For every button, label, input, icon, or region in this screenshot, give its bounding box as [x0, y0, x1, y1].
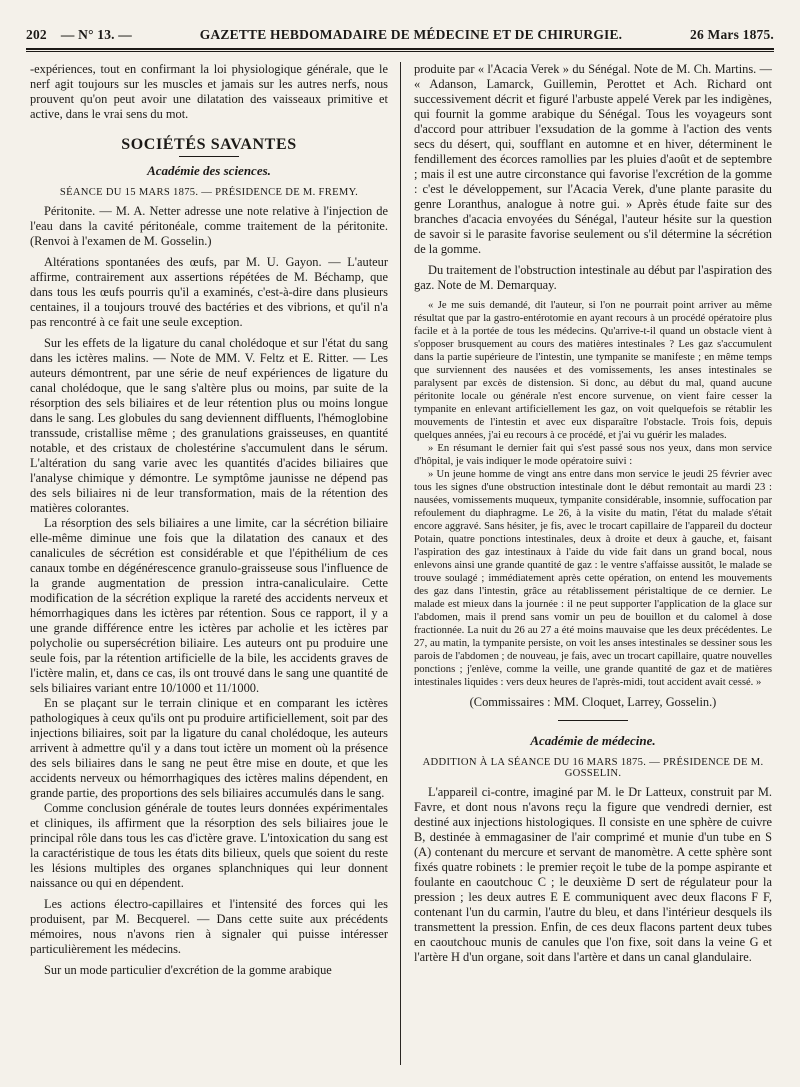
- paragraph: Comme conclusion générale de toutes leurs données expérimentales et cliniques, ils affirment que la résorption des sels biliaires joue le principal rôle dans tous les cas d'ictère grave. L'intoxication du sang est la caractéristique de tous les états dits bilieux, quels que soient du reste les lésions multiples des organes splanchniques qui leur donnent naissance ou qui en dépendent.: [30, 801, 388, 890]
- quoted-paragraph: » Un jeune homme de vingt ans entre dans mon service le jeudi 25 février avec tous les signes d'une obstruction intestinale dont le début remontait au mardi 23 : nausées, vomissements muqueux, tympanite considérable, insomnie, suffocation par refoulement du diaphragme. Le 26, à la visite du matin, l'état du malade s'était encore aggravé. Sans hésiter, je fis, avec le trocart capillaire de l'appareil du docteur Potain, quatre ponctions intestinales, deux à droite et deux à gauche, et, faisant l'aspiration des gaz intestinaux à l'aide du vide fait dans un grand bocal, nous enlevons ainsi une grande quantité de gaz : le ventre s'affaisse aussitôt, le malade se trouve soulagé ; immédiatement après cette opération, on entend les mouvements des gaz dans l'intestin, grâce au rétablissement péristaltique de ce dernier. Le malade est mieux dans la journée : il ne peut supporter l'application de la glace sur l'abdomen, mais il prend sans vomir un peu de bouillon et du calomel à dose fractionnée. La nuit du 26 au 27 a été moins mauvaise que les deux précédentes. Le 27, au matin, la tympanite persiste, on voit les anses intestinales se dessiner sous les parois de l'abdomen ; de nouveau, je fais, avec un trocart capillaire, quatre nouvelles ponctions ; j'enlève, comme la veille, une grande quantité de gaz et de matières intestinales liquides : vers deux heures de l'après-midi, tout accident avait cessé. »: [414, 469, 772, 688]
- quoted-paragraph: » En résumant le dernier fait qui s'est passé sous nos yeux, dans mon service d'hôpital, je vais indiquer le mode opératoire suivi :: [414, 443, 772, 467]
- paragraph: Du traitement de l'obstruction intestinale au début par l'aspiration des gaz. Note de M. Demarquay.: [414, 263, 772, 292]
- paragraph: Sur un mode particulier d'excrétion de la gomme arabique: [44, 963, 332, 977]
- seance-line: ADDITION À LA SÉANCE DU 16 MARS 1875. — PRÉSIDENCE DE M. GOSSELIN.: [422, 757, 764, 779]
- header-rule-thin: [26, 51, 774, 52]
- section-rule: [179, 156, 239, 157]
- page-number: 202: [26, 27, 47, 42]
- paragraph: En se plaçant sur le terrain clinique et en comparant les ictères pathologiques à ceux qu'ils ont pu produire artificiellement, soit par des injections biliaires, soit par la ligature du canal cholédoque, les auteurs arrivent à admettre qu'il y a dans tout ictère un moment où la présence des sels biliaires dans le sang ne peut être mise en doute, et que les accidents nerveux ou hémorrhagiques des ictères malins dépendent, en grande partie, des proportions des sels biliaires accumulés dans le sang.: [30, 696, 388, 800]
- page-header: [26, 24, 774, 46]
- header-rule: [26, 48, 774, 50]
- paragraph: Altérations spontanées des œufs, par M. U. Gayon. — L'auteur affirme, contrairement aux assertions répétées de M. Béchamp, que dans tous les œufs pourris qu'il a examinés, c'est-à-dire dans plusieurs centaines, il a toujours trouvé des bactéries et des vibrions, et qu'il n'a pas rencontré à ce fait une seule exception.: [30, 255, 388, 329]
- academy-heading: Académie de médecine.: [530, 733, 656, 748]
- issue-date: 26 Mars 1875.: [690, 27, 774, 42]
- paragraph: Sur les effets de la ligature du canal cholédoque et sur l'état du sang dans les ictères malins. — Note de MM. V. Feltz et E. Ritter. — Les auteurs démontrent, par une série de neuf expériences de ligature du canal cholédoque, que le sang s'altère plus ou moins, par suite de la résorption des sels biliaires et de leur rétention plus ou moins longue dans le sang. Les globules du sang deviennent diffluents, l'hémoglobine transsude, cristallise même ; des granulations graisseuses, en quantité notable, et des cristaux de cholestérine s'accumulent dans le sérum. L'altération du sang varie avec les quantités d'acides biliaires que l'analyse chimique y démontre. Le symptôme jaunisse ne dépend pas des sels biliaires ni de leur transformation, mais de la rétention des matières colorantes.: [30, 336, 388, 515]
- right-column: [414, 62, 772, 1067]
- paragraph: -expériences, tout en confirmant la loi physiologique générale, que le nerf agit toujours sur les muscles et jamais sur les autres nerfs, nous prouvent qu'on peut avoir une dilatation des vaisseaux primitive et active, dans le vrai sens du mot.: [30, 62, 388, 121]
- paragraph: Péritonite. — M. A. Netter adresse une note relative à l'injection de l'eau dans la cavité péritonéale, comme traitement de la péritonite. (Renvoi à l'examen de M. Gosselin.): [30, 204, 388, 248]
- column-divider: [400, 62, 401, 1065]
- left-column: [30, 62, 388, 1067]
- paragraph: L'appareil ci-contre, imaginé par M. le Dr Latteux, construit par M. Favre, et dont nous n'avons reçu la figure que vendredi dernier, est destiné aux injections histologiques. Il consiste en une sphère de cuivre B, destinée à emmagasiner de l'air comprimé et munie d'un tube en S (A) contenant du mercure et servant de manomètre. A cette sphère sont fixés quatre robinets : le premier reçoit le tube de la pompe aspirante et foulante en caoutchouc C ; le deuxième D sert de régulateur pour la pression ; les deux autres E E communiquent avec deux flacons F F, contenant l'un du carmin, l'autre du bleu, et dans l'intérieur desquels ils transmettent la pression. Enfin, de ces deux flacons partent deux tubes en caoutchouc munis de canules que l'on fixe, soit dans la veine G et l'artère H d'un organe, soit dans l'artère et dans un canal glandulaire.: [414, 785, 772, 964]
- academy-heading: Académie des sciences.: [147, 163, 271, 178]
- paragraph: produite par « l'Acacia Verek » du Sénégal. Note de M. Ch. Martins. — « Adanson, Lamarck, Guillemin, Perottet et Ach. Richard ont successivement décrit et figuré l'arbuste appelé Verek par les indigènes, qui fournit la gomme arabique du Sénégal. Tous les voyageurs sont d'accord pour attribuer l'exsudation de la gomme à l'action des vents secs du désert, qui, soufflant en automne et en hiver, déterminent le fendillement des écorces ramollies par les pluies d'août et de septembre ; mais il est une autre circonstance qui favorise l'excrétion de la gomme : c'est le développement, sur l'Acacia Verek, d'une plante parasite du genre Loranthus, analogue à notre gui. » Après étude faite sur des branches d'acacia envoyées du Sénégal, l'auteur hésite sur la question de savoir si le parasite favorise seulement ou s'il détermine la sécrétion de la gomme.: [414, 62, 772, 256]
- issue-number: — N° 13. —: [60, 27, 133, 42]
- paragraph: La résorption des sels biliaires a une limite, car la sécrétion biliaire elle-même diminue une fois que la dilatation des canaux et des canalicules de sécrétion est considérable et que l'épithélium de ces canaux tombe en dégénérescence granulo-graisseuse sous l'influence de la grande augmentation de pression intra-canaliculaire. Cette modification de la sécrétion explique la rareté des accidents nerveux et hémorrhagiques dans les ictères par rétention. Sous ce rapport, il y a une grande différence entre les ictères par acholie et les ictères par polycholie ou supersécrétion biliaire. Les auteurs ont pu produire une seule fois, par la rétention artificielle de la bile, les accidents graves de l'ictère malin, et, dans ce cas, ils ont trouvé dans le sang une quantité de sels biliaires variant entre 10/1000 et 11/1000.: [30, 516, 388, 695]
- quoted-paragraph: « Je me suis demandé, dit l'auteur, si l'on ne pourrait point arriver au même résultat que par la gastro-entérotomie en ayant recours à un procédé opératoire plus facile et à la portée de tous les médecins. Qu'arrive-t-il quand un obstacle vient à s'opposer brusquement au cours des matières intestinales ? Les gaz s'accumulent dans la partie supérieure de l'intestin, une tympanite se manifeste ; en même temps que surviennent des nausées et des vomissements, les anses intestinales se paralysent par excès de distension. Si donc, au début du mal, quand aucune péritonite locale ou générale n'est encore survenue, on vient faire cesser la tympanite en enlevant artificiellement les gaz, on voit quelquefois se rétablir les mouvements de l'intestin et avec eux disparaître l'obstacle. Trois fois, depuis quelques années, j'ai eu recours à ce procédé, et j'ai vu guérir les malades.: [414, 300, 772, 441]
- journal-title: GAZETTE HEBDOMADAIRE DE MÉDECINE ET DE CHIRURGIE.: [199, 27, 623, 42]
- commissaires-line: (Commissaires : MM. Cloquet, Larrey, Gosselin.): [469, 695, 717, 709]
- paragraph: Les actions électro-capillaires et l'intensité des forces qui les produisent, par M. Becquerel. — Dans cette suite aux précédents mémoires, nous n'avons rien à signaler qui puisse intéresser particulièrement les médecins.: [30, 897, 388, 956]
- separator-rule: [558, 720, 628, 721]
- seance-line: SÉANCE DU 15 MARS 1875. — PRÉSIDENCE DE M. FREMY.: [59, 187, 359, 198]
- section-title: SOCIÉTÉS SAVANTES: [121, 136, 297, 153]
